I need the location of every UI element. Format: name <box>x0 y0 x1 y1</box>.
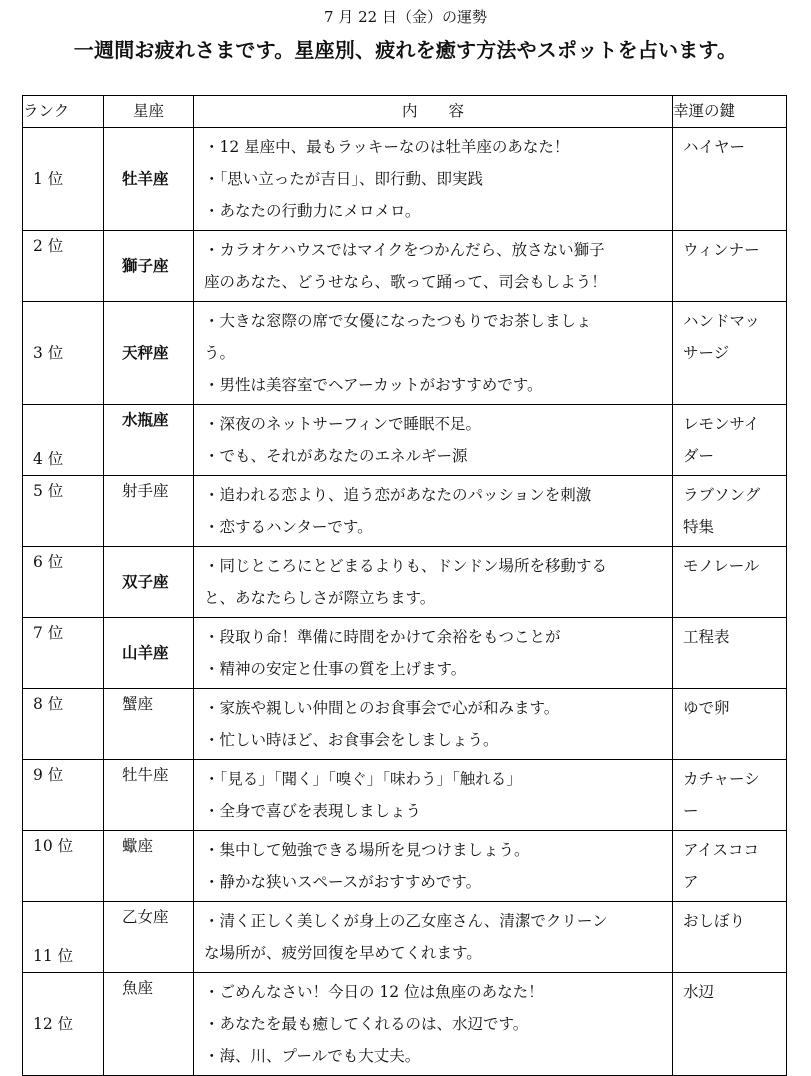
content-line: ・全身で喜びを表現しましょう <box>204 802 422 820</box>
lucky-key-line: 工程表 <box>683 628 730 646</box>
table-row <box>23 476 787 547</box>
lucky-key-line: ゆで卵 <box>683 699 730 717</box>
content-line: ・静かな狭いスペースがおすすめです。 <box>204 873 482 891</box>
header-lucky-key: 幸運の鍵 <box>673 96 787 128</box>
content-line: ・恋するハンターです。 <box>204 518 373 536</box>
lucky-key-line: ア <box>683 873 699 891</box>
content-line: ・追われる恋より、追う恋があなたのパッションを刺激 <box>204 486 592 504</box>
content-cell <box>194 476 673 547</box>
content-cell <box>194 302 673 405</box>
lucky-key-line: ハンドマッ <box>683 312 760 330</box>
table-row <box>23 618 787 689</box>
lucky-key-cell <box>673 302 787 405</box>
lucky-key-line: おしぼり <box>683 912 746 930</box>
content-line: ・「見る」「聞く」「嗅ぐ」「味わう」「触れる」 <box>204 770 522 788</box>
horoscope-table <box>22 95 787 1076</box>
content-cell <box>194 902 673 973</box>
content-line: ・12 星座中、最もラッキーなのは牡羊座のあなた！ <box>204 138 570 156</box>
rank-cell: 2 位 <box>23 231 104 302</box>
content-line: な場所が、疲労回復を早めてくれます。 <box>204 944 482 962</box>
lucky-key-cell <box>673 831 787 902</box>
lucky-key-cell <box>673 618 787 689</box>
rank-cell: 3 位 <box>23 302 104 405</box>
content-line: ・段取り命！準備に時間をかけて余裕をもつことが <box>204 628 561 646</box>
sign-cell: 乙女座 <box>104 902 194 973</box>
rank-cell: 9 位 <box>23 760 104 831</box>
content-cell <box>194 231 673 302</box>
lucky-key-line: サージ <box>683 344 730 362</box>
header-sign: 星座 <box>104 96 194 128</box>
lucky-key-cell <box>673 231 787 302</box>
sign-cell: 水瓶座 <box>104 405 194 476</box>
table-row <box>23 405 787 476</box>
lucky-key-cell <box>673 973 787 1076</box>
table-row <box>23 231 787 302</box>
lucky-key-line: ダー <box>683 447 715 465</box>
content-line: ・家族や親しい仲間とのお食事会で心が和みます。 <box>204 699 560 717</box>
lucky-key-line: アイスココ <box>683 841 759 859</box>
rank-cell: 12 位 <box>23 973 104 1076</box>
lucky-key-cell <box>673 689 787 760</box>
table-row <box>23 128 787 231</box>
sign-cell: 天秤座 <box>104 302 194 405</box>
content-line: ・カラオケハウスではマイクをつかんだら、放さない獅子 <box>204 241 605 259</box>
content-cell <box>194 405 673 476</box>
sign-cell: 牡羊座 <box>104 128 194 231</box>
content-line: ・ごめんなさい！今日の 12 位は魚座のあなた！ <box>204 983 544 1001</box>
sign-cell: 射手座 <box>104 476 194 547</box>
content-cell <box>194 973 673 1076</box>
lucky-key-cell <box>673 902 787 973</box>
lucky-key-line: ハイヤー <box>683 138 746 156</box>
content-cell <box>194 618 673 689</box>
content-line: ・海、川、プールでも大丈夫。 <box>204 1047 421 1065</box>
content-line: と、あなたらしさが際立ちます。 <box>204 589 436 607</box>
content-line: う。 <box>204 344 236 362</box>
date-line: 7 月 22 日（金）の運勢 <box>324 8 487 26</box>
content-cell <box>194 760 673 831</box>
header-content: 内 容 <box>194 96 673 128</box>
lucky-key-cell <box>673 760 787 831</box>
table-row <box>23 547 787 618</box>
table-header-row <box>23 96 787 128</box>
lucky-key-cell <box>673 476 787 547</box>
rank-cell: 10 位 <box>23 831 104 902</box>
lucky-key-cell <box>673 128 787 231</box>
sign-cell: 魚座 <box>104 973 194 1076</box>
lucky-key-line: レモンサイ <box>683 415 760 433</box>
rank-cell: 6 位 <box>23 547 104 618</box>
table-row <box>23 689 787 760</box>
rank-cell: 8 位 <box>23 689 104 760</box>
content-line: ・大きな窓際の席で女優になったつもりでお茶しましょ <box>204 312 592 330</box>
content-line: ・でも、それがあなたのエネルギー源 <box>204 447 468 465</box>
rank-cell: 1 位 <box>23 128 104 231</box>
lucky-key-line: ラブソング <box>683 486 761 504</box>
content-line: ・集中して勉強できる場所を見つけましょう。 <box>204 841 530 859</box>
sign-cell: 双子座 <box>104 547 194 618</box>
content-line: ・「思い立ったが吉日」、即行動、即実践 <box>204 170 484 188</box>
lucky-key-line: ー <box>683 802 699 820</box>
content-line: ・男性は美容室でヘアーカットがおすすめです。 <box>204 376 543 394</box>
table-row <box>23 760 787 831</box>
sign-cell: 獅子座 <box>104 231 194 302</box>
sign-cell: 山羊座 <box>104 618 194 689</box>
content-line: ・精神の安定と仕事の質を上げます。 <box>204 660 467 678</box>
content-line: ・忙しい時ほど、お食事会をしましょう。 <box>204 731 499 749</box>
content-line: 座のあなた、どうせなら、歌って踊って、司会もしよう！ <box>204 273 607 291</box>
table-row <box>23 302 787 405</box>
sign-cell: 蟹座 <box>104 689 194 760</box>
rank-cell: 4 位 <box>23 405 104 476</box>
content-line: ・あなたを最も癒してくれるのは、水辺です。 <box>204 1015 529 1033</box>
lucky-key-line: カチャーシ <box>683 770 760 788</box>
content-cell <box>194 831 673 902</box>
lucky-key-line: ウィンナー <box>683 241 760 259</box>
content-line: ・あなたの行動力にメロメロ。 <box>204 202 421 220</box>
lucky-key-line: 水辺 <box>683 983 715 1001</box>
content-cell <box>194 547 673 618</box>
page-title: 一週間お疲れさまです。星座別、疲れを癒す方法やスポットを占います。 <box>73 38 738 62</box>
header-rank: ランク <box>23 96 104 128</box>
content-cell <box>194 689 673 760</box>
lucky-key-line: モノレール <box>683 557 760 575</box>
lucky-key-line: 特集 <box>683 518 715 536</box>
table-row <box>23 902 787 973</box>
content-line: ・同じところにとどまるよりも、ドンドン場所を移動する <box>204 557 608 575</box>
table-row <box>23 973 787 1076</box>
content-line: ・深夜のネットサーフィンで睡眠不足。 <box>204 415 481 433</box>
content-cell <box>194 128 673 231</box>
lucky-key-cell <box>673 405 787 476</box>
rank-cell: 5 位 <box>23 476 104 547</box>
content-line: ・清く正しく美しくが身上の乙女座さん、清潔でクリーン <box>204 912 608 930</box>
rank-cell: 11 位 <box>23 902 104 973</box>
sign-cell: 牡牛座 <box>104 760 194 831</box>
rank-cell: 7 位 <box>23 618 104 689</box>
table-row <box>23 831 787 902</box>
sign-cell: 蠍座 <box>104 831 194 902</box>
lucky-key-cell <box>673 547 787 618</box>
